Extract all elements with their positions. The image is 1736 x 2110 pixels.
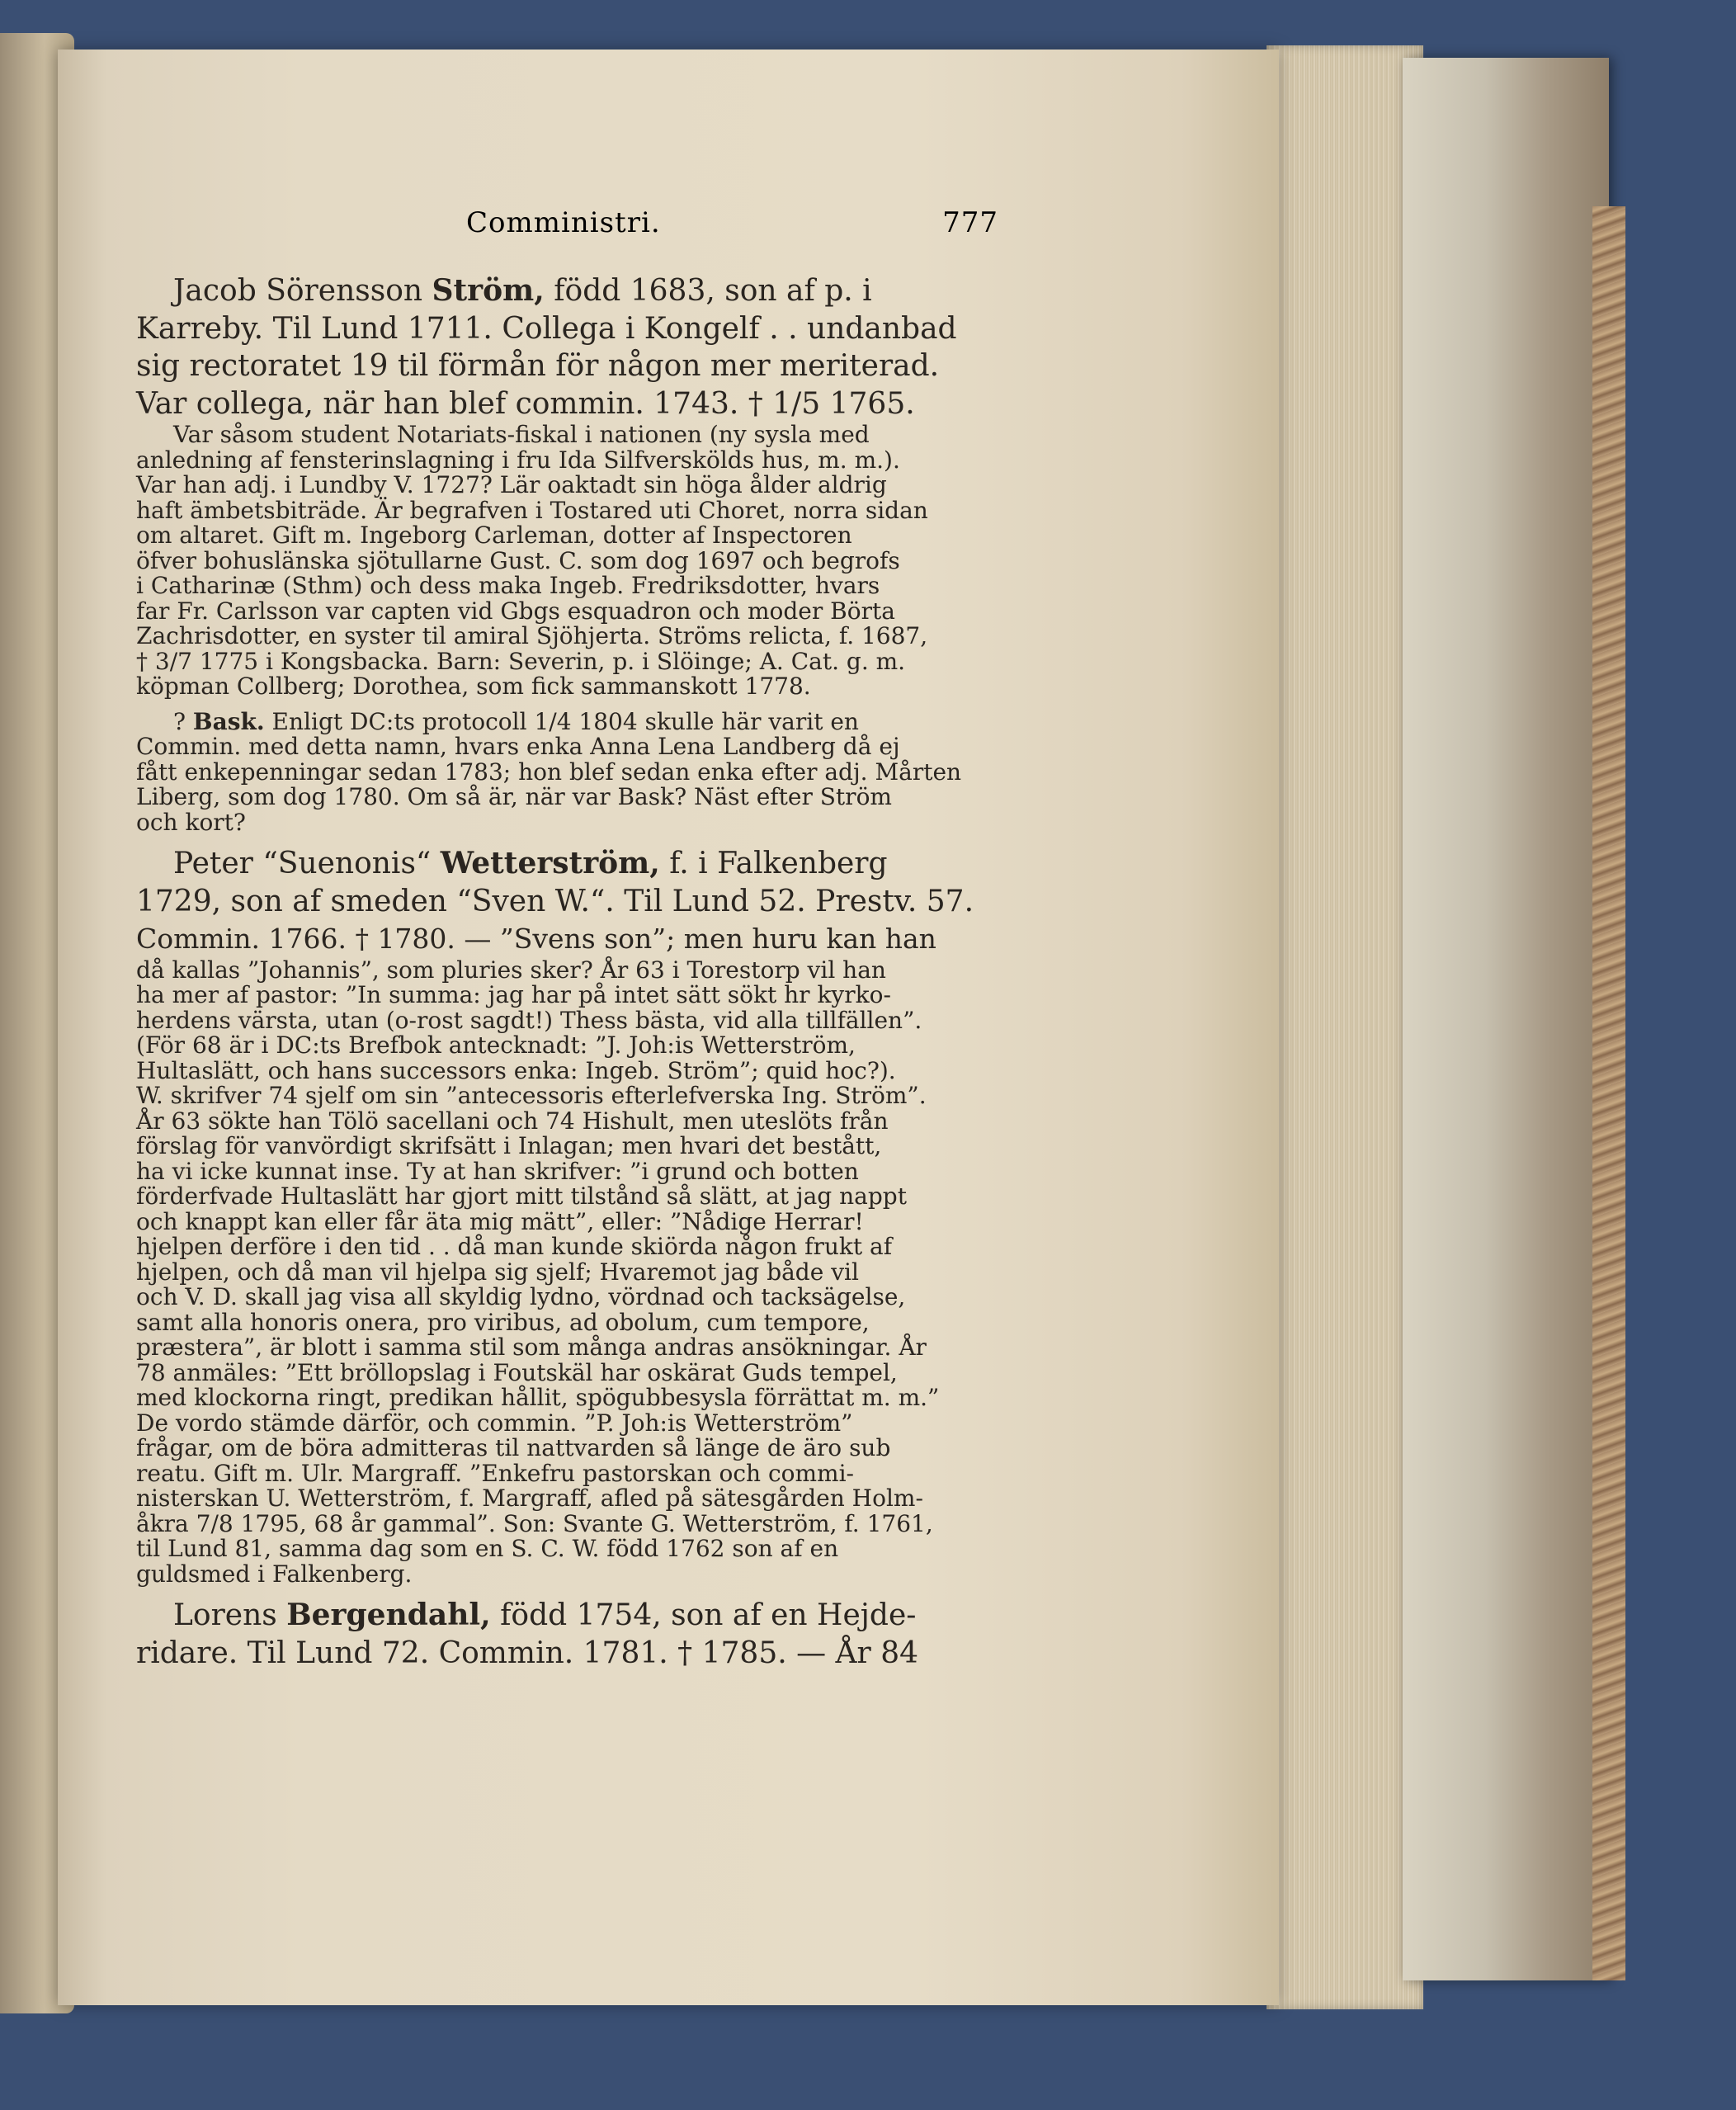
text-line: Peter “Suenonis“ Wetterström, f. i Falkenberg bbox=[173, 846, 888, 880]
text-line: hjelpen, och då man vil hjelpa sig sjelf; Hvaremot jag både vil bbox=[136, 1258, 859, 1286]
text-line: til Lund 81, samma dag som en S. C. W. född 1762 son af en bbox=[136, 1535, 839, 1562]
text-line: ha vi icke kunnat inse. Ty at han skrifver: ”i grund och botten bbox=[136, 1157, 859, 1185]
back-cover-board bbox=[1403, 58, 1609, 1980]
text-line: ridare. Til Lund 72. Commin. 1781. † 1785. — År 84 bbox=[136, 1636, 919, 1670]
text-line: frågar, om de böra admitteras til nattvarden så länge de äro sub bbox=[136, 1434, 891, 1461]
text-line: Hultaslätt, och hans successors enka: Ingeb. Ström”; quid hoc?). bbox=[136, 1056, 896, 1084]
text-line: Lorens Bergendahl, född 1754, son af en Hejde- bbox=[173, 1598, 917, 1632]
entry-name: Wetterström, bbox=[440, 846, 660, 880]
entry-bergendahl-heading bbox=[136, 1597, 1031, 1672]
text-line: och knappt kan eller får äta mig mätt”, eller: ”Nådige Herrar! bbox=[136, 1207, 864, 1235]
text-line: nisterskan U. Wetterström, f. Margraff, afled på sätesgården Holm- bbox=[136, 1485, 923, 1512]
text-line: 78 anmäles: ”Ett bröllopslag i Foutskäl har oskärat Guds tempel, bbox=[136, 1358, 898, 1386]
text-line: köpman Collberg; Dorothea, som fick sammanskott 1778. bbox=[136, 673, 811, 700]
entry-name: Bask. bbox=[192, 707, 265, 735]
text-line: præstera”, är blott i samma stil som många andras ansökningar. År bbox=[136, 1334, 927, 1361]
text-line: Var collega, när han blef commin. 1743. † 1/5 1765. bbox=[136, 386, 915, 421]
text-line: 1729, son af smeden “Sven W.“. Til Lund 52. Prestv. 57. bbox=[136, 884, 974, 918]
text-line: W. skrifver 74 sjelf om sin ”antecessoris efterlefverska Ing. Ström”. bbox=[136, 1082, 927, 1109]
marbled-edge bbox=[1592, 206, 1625, 1980]
text-line: far Fr. Carlsson var capten vid Gbgs esquadron och moder Börta bbox=[136, 597, 895, 625]
page-block-edge bbox=[1267, 45, 1423, 2009]
text-line: samt alla honoris onera, pro viribus, ad obolum, cum tempore, bbox=[136, 1308, 870, 1336]
text-line: (För 68 är i DC:ts Brefbok antecknadt: ”J. Joh:is Wetterström, bbox=[136, 1031, 856, 1059]
text-line: om altaret. Gift m. Ingeborg Carleman, dotter af Inspectoren bbox=[136, 522, 852, 549]
text-line: ha mer af pastor: ”In summa: jag har på intet sätt sökt hr kyrko- bbox=[136, 981, 891, 1008]
text-line: Commin. 1766. † 1780. — ”Svens son”; men huru kan han bbox=[136, 923, 936, 955]
entry-wetterstrom-notes bbox=[136, 958, 1031, 1588]
page-number: 777 bbox=[942, 206, 998, 239]
text-line: sig rectoratet 19 til förmån för någon mer meriterad. bbox=[136, 349, 940, 383]
text-line: † 3/7 1775 i Kongsbacka. Barn: Severin, p. i Slöinge; A. Cat. g. m. bbox=[136, 647, 906, 675]
text-line: anledning af fensterinslagning i fru Ida Silfverskölds hus, m. m.). bbox=[136, 446, 900, 474]
text-line: Commin. med detta namn, hvars enka Anna Lena Landberg då ej bbox=[136, 733, 900, 760]
text-line: fått enkepenningar sedan 1783; hon blef sedan enka efter adj. Mårten bbox=[136, 758, 962, 786]
text-line: haft ämbetsbiträde. Är begrafven i Tostared uti Choret, norra sidan bbox=[136, 496, 928, 524]
text-line: i Catharinæ (Sthm) och dess maka Ingeb. Fredriksdotter, hvars bbox=[136, 572, 880, 599]
text-line: förderfvade Hultaslätt har gjort mitt tilstånd så slätt, at jag nappt bbox=[136, 1182, 907, 1210]
text-line: Jacob Sörensson Ström, född 1683, son af p. i bbox=[173, 273, 872, 308]
text-line: reatu. Gift m. Ulr. Margraff. ”Enkefru pastorskan och commi- bbox=[136, 1459, 855, 1487]
entry-strom-heading bbox=[136, 272, 1031, 422]
text-line: År 63 sökte han Tölö sacellani och 74 Hishult, men uteslöts från bbox=[136, 1107, 889, 1135]
text-line: herdens värsta, utan (o-rost sagdt!) Thess bästa, vid alla tillfällen”. bbox=[136, 1006, 922, 1034]
text-line: Var såsom student Notariats-fiskal i nationen (ny sysla med bbox=[173, 421, 870, 448]
running-title: Comministri. bbox=[466, 206, 661, 239]
running-head bbox=[466, 206, 998, 248]
text-line: förslag för vanvördigt skrifsätt i Inlagan; men hvari det bestått, bbox=[136, 1132, 882, 1159]
text-line: och V. D. skall jag visa all skyldig lydno, vördnad och tacksägelse, bbox=[136, 1283, 906, 1310]
text-line: öfver bohuslänska sjötullarne Gust. C. som dog 1697 och begrofs bbox=[136, 546, 900, 574]
text-line: hjelpen derföre i den tid . . då man kunde skiörda någon frukt af bbox=[136, 1233, 893, 1260]
text-line: då kallas ”Johannis”, som pluries sker? År 63 i Torestorp vil han bbox=[136, 956, 886, 984]
text-line: De vordo stämde därför, och commin. ”P. Joh:is Wetterström” bbox=[136, 1409, 853, 1437]
entry-bask bbox=[136, 707, 1031, 836]
entry-strom-notes bbox=[136, 422, 1031, 700]
text-line: Zachrisdotter, en syster til amiral Sjöhjerta. Ströms relicta, f. 1687, bbox=[136, 622, 928, 649]
page-body bbox=[136, 272, 1031, 1672]
entry-name: Ström, bbox=[432, 273, 545, 308]
text-line: med klockorna ringt, predikan hållit, spögubbesysla förrättat m. m.” bbox=[136, 1384, 940, 1411]
entry-wetterstrom-heading bbox=[136, 845, 1031, 958]
text-line: och kort? bbox=[136, 808, 246, 836]
text-line: åkra 7/8 1795, 68 år gammal”. Son: Svante G. Wetterström, f. 1761, bbox=[136, 1509, 933, 1537]
text-line: ? Bask. Enligt DC:ts protocoll 1/4 1804 skulle här varit en bbox=[173, 707, 859, 735]
entry-name: Bergendahl, bbox=[286, 1598, 491, 1632]
text-line: Liberg, som dog 1780. Om så är, när var Bask? Näst efter Ström bbox=[136, 783, 892, 810]
text-line: Karreby. Til Lund 1711. Collega i Kongelf . . undanbad bbox=[136, 311, 957, 346]
text-line: Var han adj. i Lundby V. 1727? Lär oaktadt sin höga ålder aldrig bbox=[136, 471, 887, 498]
text-line: guldsmed i Falkenberg. bbox=[136, 1560, 413, 1588]
